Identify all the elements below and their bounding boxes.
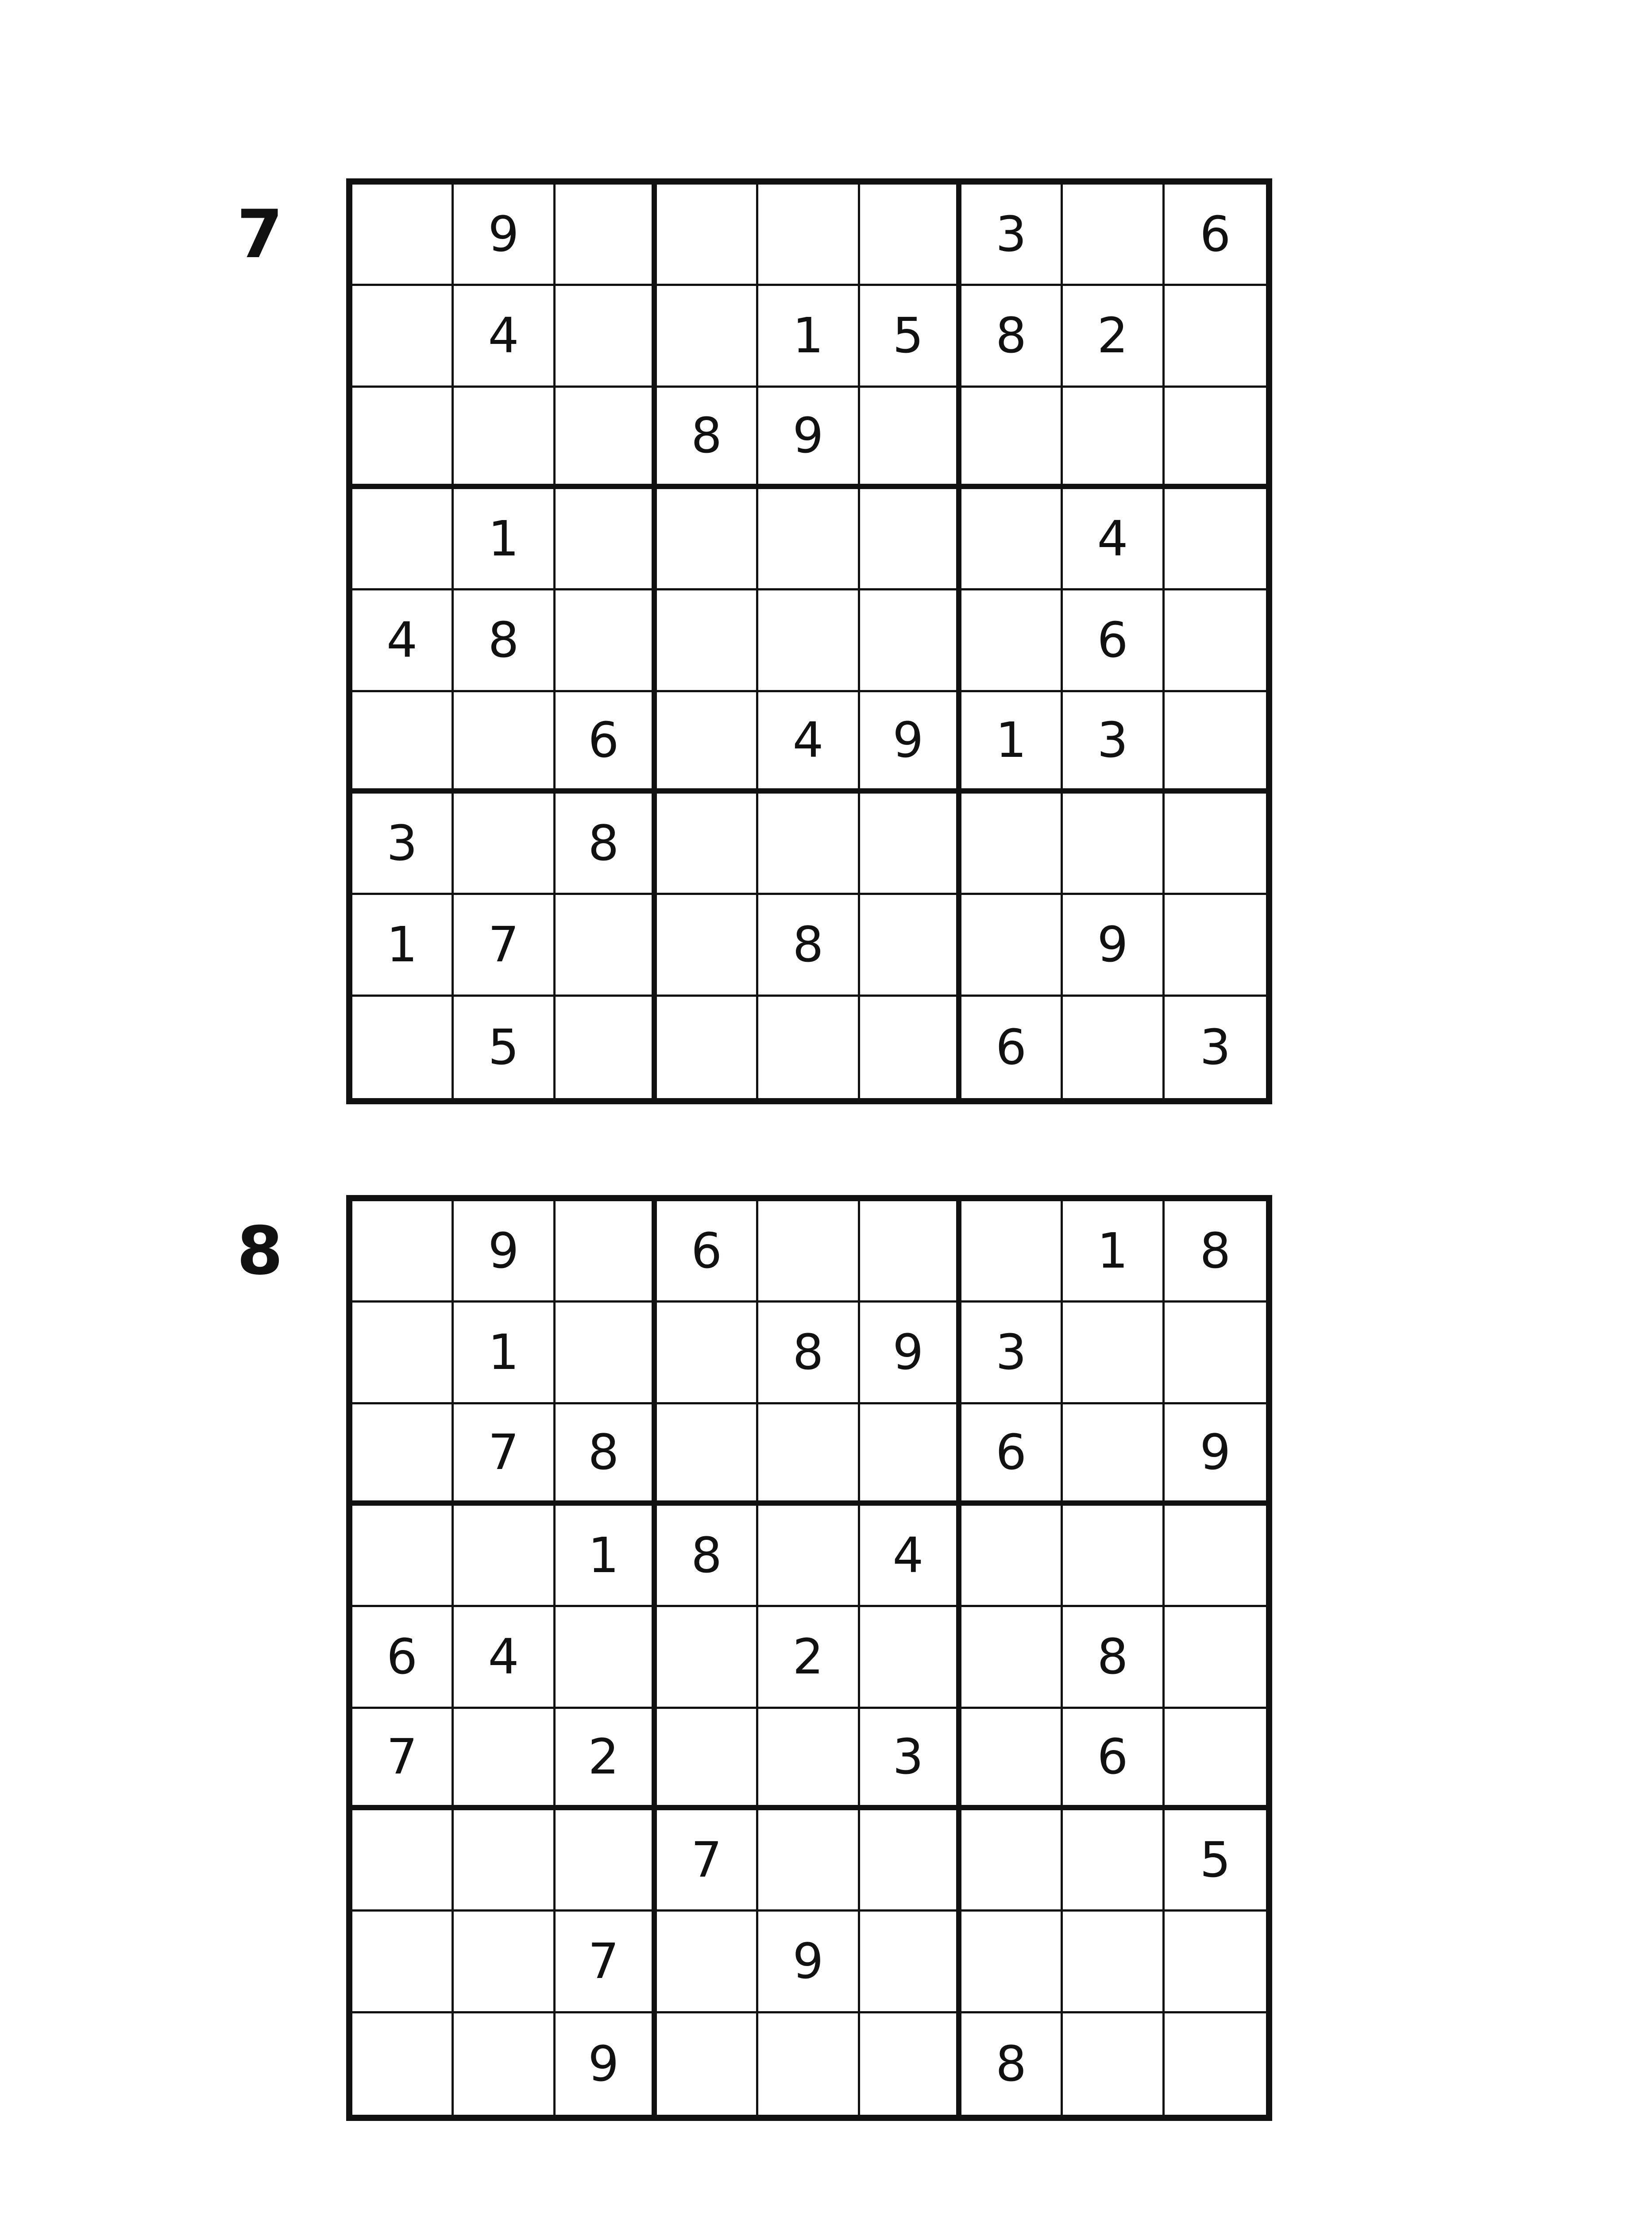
sudoku-cell[interactable] (657, 1912, 758, 2013)
sudoku-cell[interactable] (352, 1404, 454, 1506)
sudoku-cell[interactable] (860, 1404, 961, 1506)
sudoku-cell[interactable]: 1 (454, 489, 555, 590)
sudoku-cell[interactable]: 2 (556, 1709, 657, 1810)
sudoku-cell[interactable]: 5 (454, 997, 555, 1098)
sudoku-cell[interactable]: 1 (758, 286, 860, 387)
sudoku-cell[interactable] (352, 489, 454, 590)
sudoku-cell[interactable]: 9 (758, 388, 860, 489)
sudoku-cell[interactable] (758, 1201, 860, 1303)
sudoku-cell[interactable]: 9 (758, 1912, 860, 2013)
sudoku-cell[interactable] (556, 489, 657, 590)
sudoku-cell[interactable] (454, 1709, 555, 1810)
sudoku-cell[interactable] (1165, 388, 1266, 489)
sudoku-cell[interactable] (657, 185, 758, 286)
sudoku-cell[interactable] (454, 2013, 555, 2115)
sudoku-cell[interactable] (860, 2013, 961, 2115)
sudoku-cell[interactable] (758, 1404, 860, 1506)
sudoku-cell[interactable]: 8 (556, 794, 657, 895)
sudoku-cell[interactable] (556, 590, 657, 692)
sudoku-cell[interactable] (1165, 1912, 1266, 2013)
sudoku-cell[interactable] (1063, 1303, 1164, 1404)
sudoku-cell[interactable] (1063, 1506, 1164, 1607)
sudoku-board-7 (346, 178, 1272, 1104)
sudoku-cell[interactable] (961, 590, 1063, 692)
sudoku-cell[interactable]: 9 (860, 692, 961, 794)
sudoku-cell[interactable] (1165, 489, 1266, 590)
sudoku-cell[interactable]: 9 (1165, 1404, 1266, 1506)
sudoku-cell[interactable] (860, 590, 961, 692)
sudoku-cell[interactable]: 1 (556, 1506, 657, 1607)
sudoku-cell[interactable] (961, 1709, 1063, 1810)
sudoku-cell[interactable] (657, 692, 758, 794)
sudoku-cell[interactable] (1063, 997, 1164, 1098)
sudoku-cell[interactable] (657, 1709, 758, 1810)
sudoku-cell[interactable]: 6 (961, 1404, 1063, 1506)
sudoku-cell[interactable] (352, 997, 454, 1098)
sudoku-cell[interactable] (352, 388, 454, 489)
sudoku-cell[interactable] (961, 388, 1063, 489)
sudoku-cell[interactable]: 5 (860, 286, 961, 387)
sudoku-cell[interactable] (1165, 692, 1266, 794)
sudoku-cell[interactable] (352, 1303, 454, 1404)
sudoku-cell[interactable]: 9 (1063, 895, 1164, 996)
sudoku-cell[interactable]: 8 (556, 1404, 657, 1506)
sudoku-cell[interactable] (556, 1303, 657, 1404)
sudoku-cell[interactable] (860, 1607, 961, 1708)
sudoku-cell[interactable] (758, 997, 860, 1098)
sudoku-cell[interactable] (961, 1506, 1063, 1607)
sudoku-cell[interactable]: 4 (860, 1506, 961, 1607)
sudoku-cell[interactable] (556, 1201, 657, 1303)
sudoku-cell[interactable] (758, 489, 860, 590)
sudoku-cell[interactable]: 6 (657, 1201, 758, 1303)
sudoku-cell[interactable] (758, 794, 860, 895)
sudoku-cell[interactable] (556, 997, 657, 1098)
sudoku-cell[interactable] (352, 1506, 454, 1607)
sudoku-cell[interactable]: 3 (1200, 1019, 1231, 1076)
sudoku-cell[interactable] (860, 388, 961, 489)
sudoku-cell[interactable] (657, 1404, 758, 1506)
sudoku-cell[interactable] (1165, 590, 1266, 692)
sudoku-cell[interactable] (454, 1810, 555, 1912)
sudoku-cell[interactable] (1063, 1404, 1164, 1506)
sudoku-cell[interactable] (657, 997, 758, 1098)
sudoku-cell[interactable]: 3 (1063, 692, 1164, 794)
sudoku-cell[interactable]: 8 (454, 590, 555, 692)
puzzle-number-7: 7 (237, 196, 283, 273)
sudoku-cell[interactable]: 6 (1063, 1709, 1164, 1810)
sudoku-cell[interactable]: 9 (860, 1303, 961, 1404)
sudoku-cell[interactable] (1165, 2013, 1266, 2115)
sudoku-cell[interactable] (352, 692, 454, 794)
sudoku-cell[interactable] (657, 1607, 758, 1708)
sudoku-cell[interactable]: 9 (556, 2013, 657, 2115)
sudoku-cell[interactable] (1063, 2013, 1164, 2115)
sudoku-cell[interactable]: 4 (454, 286, 555, 387)
sudoku-cell[interactable] (556, 1607, 657, 1708)
sudoku-board-8 (346, 1195, 1272, 2121)
sudoku-cell[interactable]: 1 (1063, 1201, 1164, 1303)
sudoku-cell[interactable] (352, 286, 454, 387)
sudoku-cell[interactable]: 8 (1165, 1201, 1266, 1303)
sudoku-cell[interactable] (758, 2013, 860, 2115)
sudoku-cell[interactable]: 7 (454, 1404, 555, 1506)
sudoku-cell[interactable] (961, 895, 1063, 996)
sudoku-cell[interactable] (1165, 1607, 1266, 1708)
sudoku-cell[interactable] (860, 794, 961, 895)
sudoku-cell[interactable]: 2 (1063, 286, 1164, 387)
sudoku-cell[interactable] (352, 1810, 454, 1912)
sudoku-cell[interactable] (758, 1810, 860, 1912)
sudoku-cell[interactable] (454, 388, 555, 489)
sudoku-cell[interactable] (860, 1810, 961, 1912)
sudoku-cell[interactable] (961, 489, 1063, 590)
sudoku-cell[interactable] (352, 2013, 454, 2115)
sudoku-cell[interactable] (1165, 1303, 1266, 1404)
sudoku-cell[interactable] (657, 590, 758, 692)
sudoku-cell[interactable] (961, 794, 1063, 895)
sudoku-cell[interactable]: 9 (454, 1201, 555, 1303)
sudoku-cell[interactable] (860, 489, 961, 590)
sudoku-cell[interactable] (758, 1709, 860, 1810)
sudoku-cell[interactable]: 3 (352, 794, 454, 895)
sudoku-cell[interactable]: 5 (1165, 1810, 1266, 1912)
sudoku-cell[interactable] (1063, 794, 1164, 895)
sudoku-cell[interactable] (454, 794, 555, 895)
sudoku-cell[interactable]: 6 (1165, 185, 1266, 286)
sudoku-cell[interactable] (352, 1912, 454, 2013)
sudoku-cell[interactable] (556, 388, 657, 489)
sudoku-cell[interactable]: 6 (556, 692, 657, 794)
sudoku-cell[interactable]: 8 (657, 1506, 758, 1607)
sudoku-cell[interactable] (556, 185, 657, 286)
sudoku-cell[interactable] (556, 1810, 657, 1912)
sudoku-cell[interactable] (961, 1607, 1063, 1708)
sudoku-cell[interactable] (454, 1506, 555, 1607)
sudoku-cell[interactable]: 3 (961, 1303, 1063, 1404)
sudoku-cell[interactable] (1063, 1810, 1164, 1912)
sudoku-cell[interactable] (758, 590, 860, 692)
sudoku-cell[interactable]: 8 (657, 388, 758, 489)
sudoku-cell[interactable] (1063, 185, 1164, 286)
sudoku-cell[interactable] (657, 2013, 758, 2115)
sudoku-cell[interactable]: 1 (961, 692, 1063, 794)
sudoku-cell[interactable] (860, 1201, 961, 1303)
sudoku-cell[interactable] (961, 1912, 1063, 2013)
sudoku-cell[interactable]: 8 (758, 895, 860, 996)
sudoku-cell[interactable]: 8 (758, 1303, 860, 1404)
sudoku-cell[interactable] (556, 895, 657, 996)
sudoku-cell[interactable] (657, 794, 758, 895)
sudoku-cell[interactable] (860, 997, 961, 1098)
sudoku-cell[interactable] (657, 1303, 758, 1404)
sudoku-cell[interactable] (961, 1201, 1063, 1303)
sudoku-cell[interactable]: 9 (454, 185, 555, 286)
sudoku-cell[interactable]: 8 (961, 2013, 1063, 2115)
sudoku-cell[interactable]: 6 (352, 1607, 454, 1708)
sudoku-cell[interactable] (657, 895, 758, 996)
puzzle-number-8: 8 (237, 1213, 283, 1290)
sudoku-cell[interactable] (860, 185, 961, 286)
sudoku-cell[interactable] (860, 1912, 961, 2013)
sudoku-cell[interactable]: 1 (454, 1303, 555, 1404)
sudoku-cell[interactable] (1165, 1709, 1266, 1810)
sudoku-cell[interactable]: 1 (352, 895, 454, 996)
sudoku-cell[interactable] (1063, 1912, 1164, 2013)
sudoku-cell[interactable]: 8 (1063, 1607, 1164, 1708)
sudoku-cell[interactable]: 6 (1063, 590, 1164, 692)
sudoku-cell[interactable] (1063, 388, 1164, 489)
sudoku-cell[interactable]: 4 (352, 590, 454, 692)
sudoku-cell[interactable]: 7 (657, 1810, 758, 1912)
sudoku-cell[interactable] (1165, 1506, 1266, 1607)
sudoku-cell[interactable]: 7 (352, 1709, 454, 1810)
sudoku-cell[interactable] (860, 895, 961, 996)
sudoku-cell[interactable]: 4 (758, 692, 860, 794)
sudoku-cell[interactable]: 7 (556, 1912, 657, 2013)
sudoku-cell[interactable] (1165, 794, 1266, 895)
sudoku-cell[interactable]: 3 (961, 185, 1063, 286)
sudoku-cell[interactable]: 7 (454, 895, 555, 996)
sudoku-cell[interactable]: 4 (454, 1607, 555, 1708)
sudoku-cell[interactable] (1165, 286, 1266, 387)
sudoku-cell[interactable] (352, 1201, 454, 1303)
sudoku-cell[interactable] (657, 489, 758, 590)
sudoku-cell[interactable] (352, 185, 454, 286)
sudoku-cell[interactable] (454, 1912, 555, 2013)
sudoku-cell[interactable] (1165, 895, 1266, 996)
sudoku-cell[interactable] (556, 286, 657, 387)
sudoku-cell[interactable] (961, 1810, 1063, 1912)
sudoku-cell[interactable] (758, 1506, 860, 1607)
sudoku-cell[interactable]: 6 (961, 997, 1063, 1098)
sudoku-cell[interactable]: 4 (1063, 489, 1164, 590)
sudoku-cell[interactable] (657, 286, 758, 387)
sudoku-cell[interactable]: 8 (961, 286, 1063, 387)
sudoku-cell[interactable] (454, 692, 555, 794)
sudoku-cell[interactable]: 3 (860, 1709, 961, 1810)
sudoku-cell[interactable] (758, 185, 860, 286)
sudoku-cell[interactable]: 2 (758, 1607, 860, 1708)
